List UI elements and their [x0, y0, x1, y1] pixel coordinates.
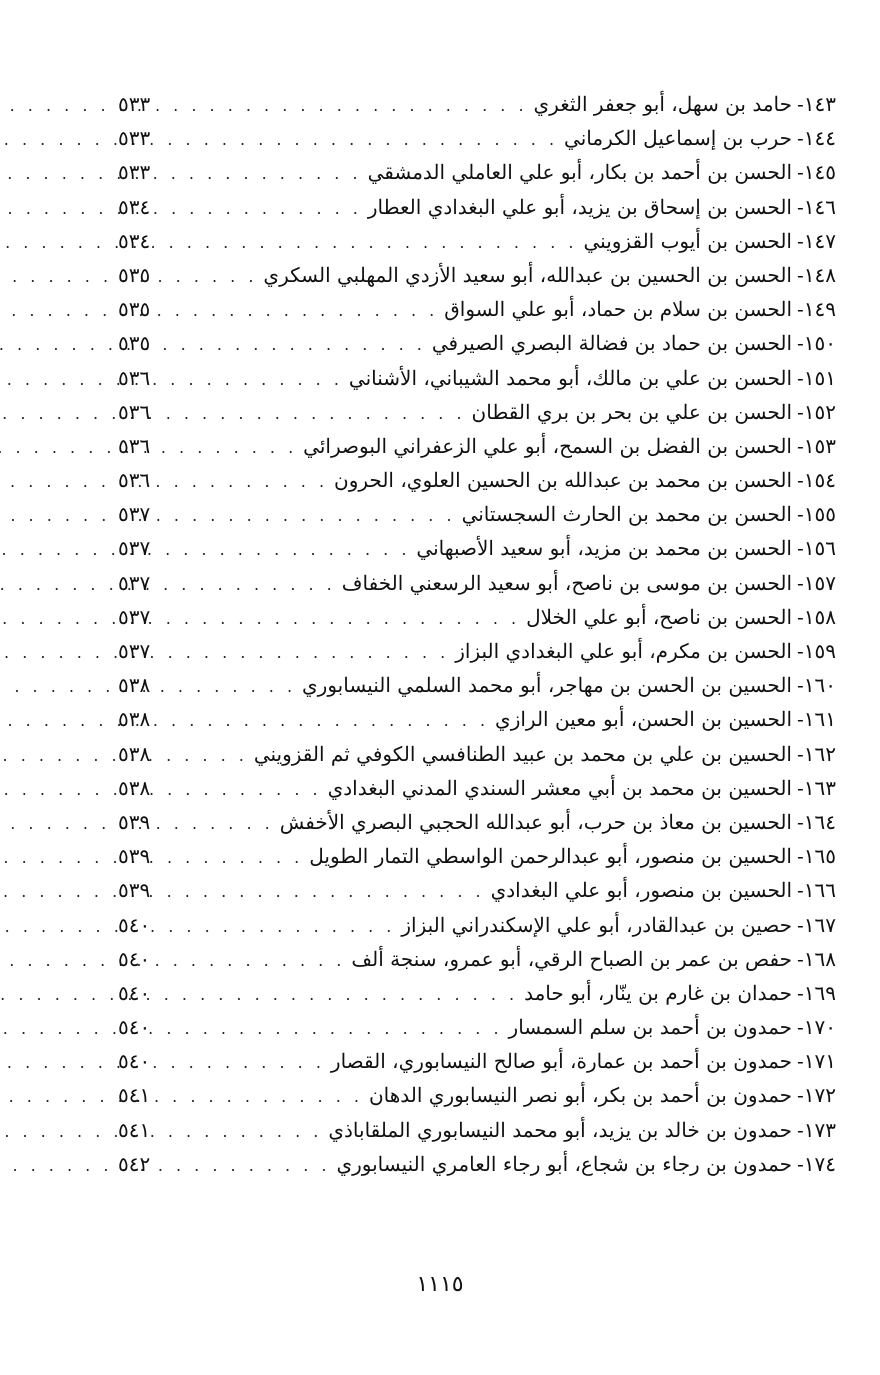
- entry-page-ref: ٥٤٠: [118, 946, 151, 971]
- entry-dash: -: [797, 741, 804, 766]
- entry-dash: -: [797, 365, 804, 390]
- entry-number: ١٦٥: [803, 844, 836, 869]
- entry-title: حمدون بن خالد بن يزيد، أبو محمد النيسابوري الملقاباذي: [328, 1117, 792, 1142]
- dot-leader: [164, 506, 462, 525]
- page-number: ١١١٥: [416, 1272, 464, 1297]
- entry-page-ref: ٥٣٧: [118, 570, 151, 595]
- entry-title: الحسن بن حماد بن فضالة البصري الصيرفي: [431, 331, 792, 356]
- entry-number: ١٦٠: [803, 673, 836, 698]
- entry-title: الحسين بن منصور، أبو عبدالرحمن الواسطي التمار الطويل: [309, 844, 792, 869]
- index-entry: [118, 981, 836, 1015]
- entry-dash: -: [797, 844, 804, 869]
- entry-page-ref: ٥٣٨: [118, 673, 151, 698]
- entry-title: حمدون بن أحمد بن عمارة، أبو صالح النيسابوري، القصار: [330, 1049, 792, 1074]
- entry-page-ref: ٥٣٦: [118, 365, 151, 390]
- entry-title: حمدون بن أحمد بن بكر، أبو نصر النيسابوري الدهان: [368, 1083, 792, 1108]
- entry-dash: -: [797, 570, 804, 595]
- index-entry: [118, 229, 836, 263]
- entry-dash: -: [797, 707, 804, 732]
- dot-leader: [164, 199, 368, 218]
- entry-title: الحسن بن محمد بن الحارث السجستاني: [461, 502, 792, 527]
- entry-title: الحسن بن الفضل بن السمح، أبو علي الزعفراني البوصرائي: [303, 433, 792, 458]
- entry-dash: -: [797, 639, 804, 663]
- entry-dash: -: [797, 1151, 804, 1176]
- entry-page-ref: ٥٣٧: [118, 639, 151, 663]
- entry-dash: -: [797, 297, 804, 322]
- entry-number: ١٤٩: [803, 297, 836, 322]
- entry-page-ref: ٥٣٥: [118, 262, 151, 287]
- entry-number: ١٧١: [803, 1049, 836, 1074]
- entry-dash: -: [797, 980, 804, 1005]
- entry-page-ref: ٥٣٦: [118, 468, 151, 493]
- entry-number: ١٥٣: [803, 433, 836, 458]
- dot-leader: [164, 1019, 509, 1038]
- dot-leader: [164, 643, 455, 662]
- entry-number: ١٥٧: [803, 570, 836, 595]
- entry-page-ref: ٥٣٥: [118, 297, 151, 322]
- dot-leader: [164, 711, 495, 730]
- entry-number: ١٦١: [803, 707, 836, 732]
- dot-leader: [164, 882, 491, 901]
- entry-number: ١٥٢: [803, 399, 836, 424]
- entry-dash: -: [797, 433, 804, 458]
- entry-page-ref: ٥٣٨: [118, 775, 151, 800]
- index-entry: [118, 126, 836, 160]
- entry-dash: -: [797, 1015, 804, 1040]
- index-entry: [118, 502, 836, 536]
- entry-dash: -: [797, 878, 804, 903]
- index-entry: [118, 434, 836, 468]
- index-entry: [118, 947, 836, 981]
- entry-dash: -: [797, 92, 804, 116]
- entry-title: الحسن بن علي بن بحر بن بري القطان: [471, 399, 792, 424]
- entry-number: ١٤٤: [803, 126, 836, 151]
- entry-dash: -: [797, 673, 804, 698]
- entry-title: الحسن بن محمد بن مزيد، أبو سعيد الأصبهاني: [416, 536, 792, 561]
- entry-title: الحسين بن منصور، أبو علي البغدادي: [490, 878, 792, 903]
- entry-dash: -: [797, 775, 804, 800]
- entry-title: الحسين بن محمد بن أبي معشر السندي المدني البغدادي: [327, 775, 792, 800]
- entry-number: ١٤٨: [803, 262, 836, 287]
- index-list: [118, 92, 836, 1186]
- index-entry: [118, 1049, 836, 1083]
- entry-dash: -: [797, 1083, 804, 1108]
- entry-page-ref: ٥٣٧: [118, 502, 151, 527]
- dot-leader: [164, 267, 263, 286]
- index-entry: [118, 673, 836, 707]
- entry-page-ref: ٥٣٣: [118, 126, 151, 151]
- entry-dash: -: [797, 194, 804, 219]
- index-entry: [118, 1152, 836, 1186]
- index-entry: [118, 707, 836, 741]
- entry-title: حمدون بن أحمد بن سلم السمسار: [508, 1015, 792, 1040]
- entry-number: ١٥٦: [803, 536, 836, 561]
- entry-number: ١٤٥: [803, 160, 836, 185]
- index-entry: [118, 605, 836, 639]
- entry-page-ref: ٥٣٩: [118, 844, 151, 869]
- dot-leader: [164, 96, 534, 115]
- entry-dash: -: [797, 126, 804, 151]
- entry-title: الحسن بن أيوب القزويني: [583, 228, 792, 253]
- index-entry: [118, 878, 836, 912]
- index-entry: [118, 776, 836, 810]
- dot-leader: [164, 746, 254, 765]
- index-entry: [118, 468, 836, 502]
- entry-page-ref: ٥٣٥: [118, 331, 151, 356]
- entry-number: ١٤٧: [803, 228, 836, 253]
- entry-dash: -: [797, 1049, 804, 1074]
- entry-dash: -: [797, 809, 804, 834]
- dot-leader: [164, 472, 334, 491]
- index-entry: [118, 195, 836, 229]
- entry-dash: -: [797, 331, 804, 356]
- entry-number: ١٥٨: [803, 604, 836, 629]
- entry-dash: -: [797, 536, 804, 561]
- entry-number: ١٧٠: [803, 1015, 836, 1040]
- entry-title: الحسين بن الحسن، أبو معين الرازي: [495, 707, 792, 732]
- dot-leader: [164, 404, 472, 423]
- entry-page-ref: ٥٣٦: [118, 433, 151, 458]
- index-entry: [118, 400, 836, 434]
- entry-page-ref: ٥٤٠: [118, 980, 151, 1005]
- entry-page-ref: ٥٤١: [118, 1117, 151, 1142]
- entry-page-ref: ٥٤٠: [118, 912, 151, 937]
- entry-page-ref: ٥٣٨: [118, 741, 151, 766]
- dot-leader: [164, 370, 349, 389]
- entry-page-ref: ٥٣٤: [118, 194, 151, 219]
- entry-page-ref: ٥٣٣: [118, 92, 151, 116]
- entry-number: ١٦٢: [803, 741, 836, 766]
- index-entry: [118, 536, 836, 570]
- index-entry: [118, 639, 836, 673]
- index-entry: [118, 92, 836, 126]
- dot-leader: [164, 130, 564, 149]
- dot-leader: [164, 677, 302, 696]
- index-entry: [118, 331, 836, 365]
- dot-leader: [164, 438, 303, 457]
- entry-dash: -: [797, 1117, 804, 1142]
- entry-title: حفص بن عمر بن الصباح الرقي، أبو عمرو، سنجة ألف: [351, 946, 792, 971]
- index-entry: [118, 1083, 836, 1117]
- entry-title: الحسن بن الحسين بن عبدالله، أبو سعيد الأزدي المهلبي السكري: [263, 262, 792, 287]
- entry-page-ref: ٥٤٢: [118, 1151, 151, 1176]
- index-entry: [118, 810, 836, 844]
- entry-page-ref: ٥٣٩: [118, 878, 151, 903]
- entry-title: الحسن بن موسى بن ناصح، أبو سعيد الرسعني الخفاف: [341, 570, 792, 595]
- entry-title: الحسن بن إسحاق بن يزيد، أبو علي البغدادي العطار: [367, 194, 792, 219]
- entry-number: ١٥٤: [803, 468, 836, 493]
- entry-title: الحسين بن الحسن بن مهاجر، أبو محمد السلمي النيسابوري: [302, 673, 792, 698]
- index-entry: [118, 366, 836, 400]
- entry-title: حامد بن سهل، أبو جعفر الثغري: [533, 92, 792, 116]
- index-entry: [118, 742, 836, 776]
- entry-title: الحسين بن معاذ بن حرب، أبو عبدالله الحجبي البصري الأخفش: [279, 809, 792, 834]
- entry-page-ref: ٥٣٦: [118, 399, 151, 424]
- entry-dash: -: [797, 502, 804, 527]
- dot-leader: [164, 609, 526, 628]
- dot-leader: [164, 575, 342, 594]
- entry-page-ref: ٥٣٧: [118, 604, 151, 629]
- index-entry: [118, 571, 836, 605]
- dot-leader: [164, 917, 401, 936]
- dot-leader: [164, 814, 280, 833]
- entry-title: الحسن بن سلام بن حماد، أبو علي السواق: [444, 297, 792, 322]
- entry-title: الحسين بن علي بن محمد بن عبيد الطنافسي الكوفي ثم القزويني: [253, 741, 792, 766]
- entry-dash: -: [797, 228, 804, 253]
- entry-title: الحسن بن علي بن مالك، أبو محمد الشيباني، الأشناني: [348, 365, 792, 390]
- entry-number: ١٤٦: [803, 194, 836, 219]
- dot-leader: [164, 335, 432, 354]
- entry-page-ref: ٥٤٠: [118, 1049, 151, 1074]
- dot-leader: [164, 780, 328, 799]
- entry-page-ref: ٥٣٤: [118, 228, 151, 253]
- entry-page-ref: ٥٣٨: [118, 707, 151, 732]
- entry-number: ١٥٩: [803, 639, 836, 663]
- entry-page-ref: ٥٣٣: [118, 160, 151, 185]
- entry-title: الحسن بن ناصح، أبو علي الخلال: [526, 604, 792, 629]
- entry-dash: -: [797, 912, 804, 937]
- entry-title: حمدون بن رجاء بن شجاع، أبو رجاء العامري النيسابوري: [336, 1151, 792, 1176]
- entry-number: ١٥٥: [803, 502, 836, 527]
- index-entry: [118, 263, 836, 297]
- entry-dash: -: [797, 399, 804, 424]
- entry-number: ١٧٤: [803, 1151, 836, 1176]
- dot-leader: [164, 985, 524, 1004]
- entry-dash: -: [797, 262, 804, 287]
- index-entry: [118, 1015, 836, 1049]
- entry-dash: -: [797, 946, 804, 971]
- index-entry: [118, 297, 836, 331]
- entry-number: ١٦٦: [803, 878, 836, 903]
- entry-title: الحسن بن مكرم، أبو علي البغدادي البزاز: [455, 639, 792, 663]
- entry-number: ١٦٨: [803, 946, 836, 971]
- dot-leader: [164, 1087, 369, 1106]
- entry-number: ١٥١: [803, 365, 836, 390]
- dot-leader: [164, 1156, 336, 1175]
- dot-leader: [164, 301, 444, 320]
- dot-leader: [164, 1122, 328, 1141]
- entry-number: ١٥٠: [803, 331, 836, 356]
- dot-leader: [164, 951, 351, 970]
- entry-title: حصين بن عبدالقادر، أبو علي الإسكندراني البزاز: [401, 912, 792, 937]
- entry-title: حرب بن إسماعيل الكرماني: [564, 126, 792, 151]
- entry-number: ١٦٩: [803, 980, 836, 1005]
- index-entry: [118, 160, 836, 194]
- dot-leader: [164, 164, 368, 183]
- entry-page-ref: ٥٤٠: [118, 1015, 151, 1040]
- entry-title: الحسن بن محمد بن عبدالله بن الحسين العلوي، الحرون: [334, 468, 792, 493]
- entry-title: حمدان بن غارم بن ينّار، أبو حامد: [524, 980, 792, 1005]
- entry-number: ١٦٧: [803, 912, 836, 937]
- entry-number: ١٧٢: [803, 1083, 836, 1108]
- entry-dash: -: [797, 604, 804, 629]
- entry-page-ref: ٥٣٧: [118, 536, 151, 561]
- dot-leader: [164, 233, 583, 252]
- entry-dash: -: [797, 160, 804, 185]
- index-entry: [118, 1118, 836, 1152]
- entry-number: ١٦٣: [803, 775, 836, 800]
- index-entry: [118, 844, 836, 878]
- entry-number: ١٧٣: [803, 1117, 836, 1142]
- entry-dash: -: [797, 468, 804, 493]
- entry-number: ١٦٤: [803, 809, 836, 834]
- dot-leader: [164, 540, 416, 559]
- entry-page-ref: ٥٣٩: [118, 809, 151, 834]
- entry-title: الحسن بن أحمد بن بكار، أبو علي العاملي الدمشقي: [367, 160, 792, 185]
- dot-leader: [164, 1053, 331, 1072]
- index-entry: [118, 913, 836, 947]
- entry-number: ١٤٣: [803, 92, 836, 116]
- dot-leader: [164, 848, 309, 867]
- entry-page-ref: ٥٤١: [118, 1083, 151, 1108]
